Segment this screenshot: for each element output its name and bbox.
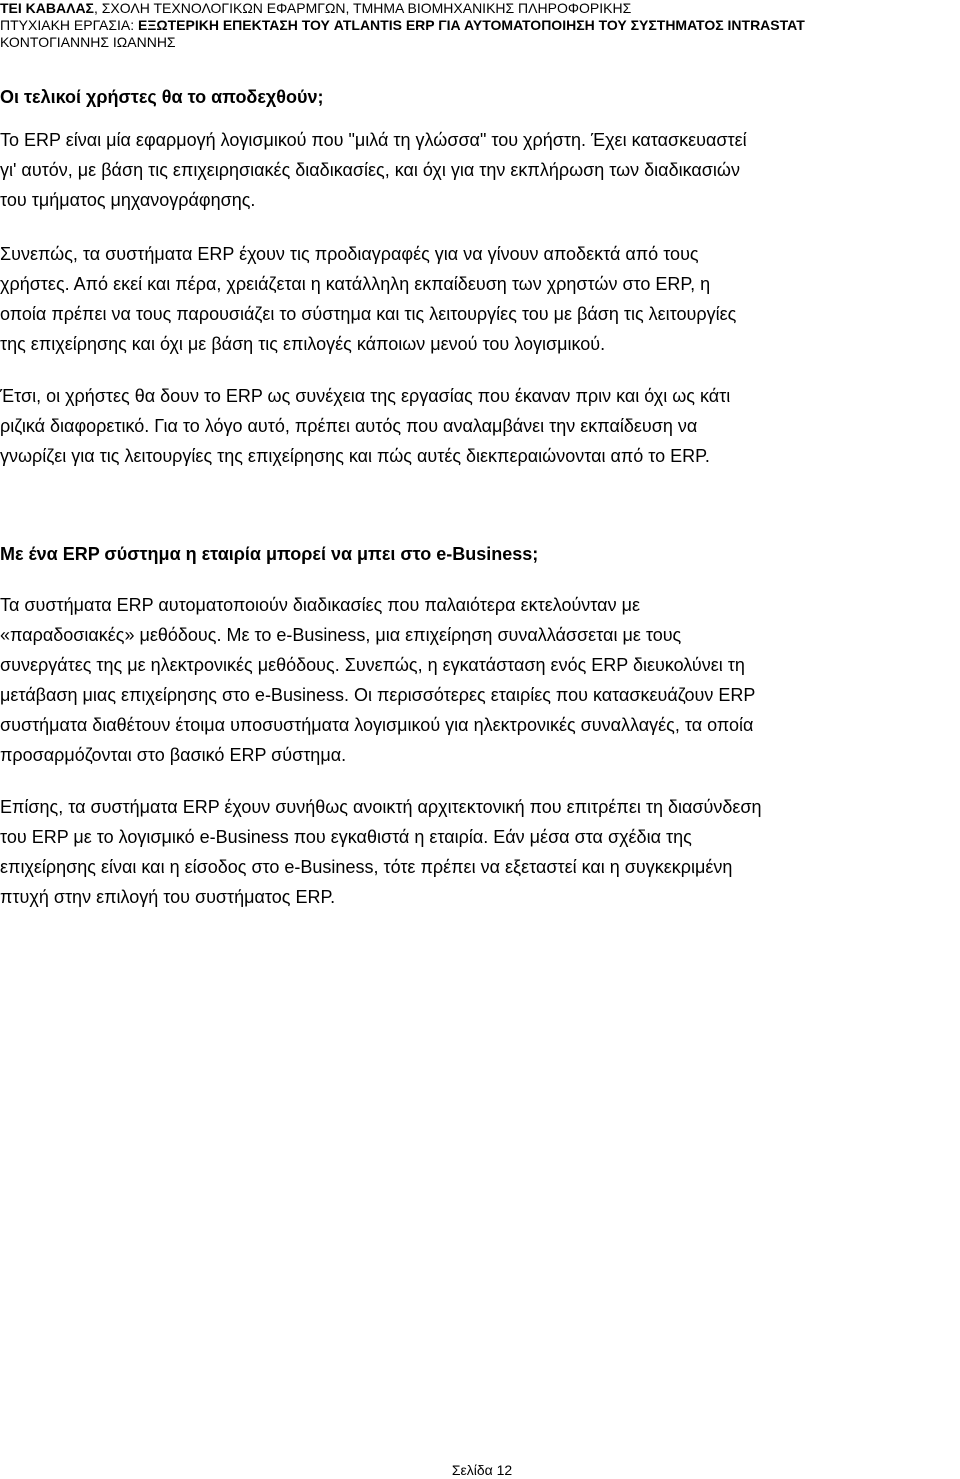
- text-line: Το ERP είναι μία εφαρμογή λογισμικού που "μιλά τη γλώσσα" του χρήστη. Έχει κατασκευαστεί: [0, 130, 747, 150]
- text-line: προσαρμόζονται στο βασικό ERP σύστημα.: [0, 745, 347, 765]
- page-footer: [0, 1462, 960, 1479]
- text-line: πτυχή στην επιλογή του συστήματος ERP.: [0, 887, 336, 907]
- text-line: της επιχείρησης και όχι με βάση τις επιλογές κάποιων μενού του λογισμικού.: [0, 334, 606, 354]
- section-heading-e-business: Με ένα ERP σύστημα η εταιρία μπορεί να μπει στο e-Business;: [0, 544, 539, 564]
- text-line: Τα συστήματα ERP αυτοματοποιούν διαδικασίες που παλαιότερα εκτελούνταν με: [0, 595, 640, 615]
- paragraph: [0, 381, 960, 471]
- text-line: γνωρίζει για τις λειτουργίες της επιχείρησης και πώς αυτές διεκπεραιώνονται από το ERP.: [0, 446, 710, 466]
- thesis-prefix: ΠΤΥΧΙΑΚΗ ΕΡΓΑΣΙΑ:: [0, 17, 139, 33]
- header-line-thesis: [0, 17, 960, 34]
- paragraph: [0, 125, 960, 215]
- text-line: συστήματα διαθέτουν έτοιμα υποσυστήματα λογισμικού για ηλεκτρονικές συναλλαγές, τα οποία: [0, 715, 754, 735]
- text-line: συνεργάτες της με ηλεκτρονικές μεθόδους. Συνεπώς, η εγκατάσταση ενός ERP διευκολύνει τη: [0, 655, 745, 675]
- text-line: χρήστες. Από εκεί και πέρα, χρειάζεται η κατάλληλη εκπαίδευση των χρηστών στο ERP, η: [0, 274, 711, 294]
- thesis-title: ΕΞΩΤΕΡΙΚΗ ΕΠΕΚΤΑΣΗ ΤΟΥ ATLANTIS ERP ΓΙΑ ΑΥΤΟΜΑΤΟΠΟΙΗΣΗ ΤΟΥ ΣΥΣΤΗΜΑΤΟΣ INTRASTAT: [138, 17, 805, 33]
- text-line: γι' αυτόν, με βάση τις επιχειρησιακές διαδικασίες, και όχι για την εκπλήρωση των διαδικασιών: [0, 160, 740, 180]
- department-name: , ΣΧΟΛΗ ΤΕΧΝΟΛΟΓΙΚΩΝ ΕΦΑΡΜΓΩΝ, ΤΜΗΜΑ ΒΙΟΜΗΧΑΝΙΚΗΣ ΠΛΗΡΟΦΟΡΙΚΗΣ: [93, 0, 632, 16]
- header-line-author: ΚΟΝΤΟΓΙΑΝΝΗΣ ΙΩΑΝΝΗΣ: [0, 34, 176, 50]
- text-line: επιχείρησης είναι και η είσοδος στο e-Business, τότε πρέπει να εξεταστεί και η συγκεκριμένη: [0, 857, 733, 877]
- text-line: «παραδοσιακές» μεθόδους. Με το e-Business, μια επιχείρηση συναλλάσσεται με τους: [0, 625, 682, 645]
- page-header: [0, 0, 960, 51]
- text-line: μετάβαση μιας επιχείρησης στο e-Business. Οι περισσότερες εταιρίες που κατασκευάζουν ERP: [0, 685, 756, 705]
- text-line: οποία πρέπει να τους παρουσιάζει το σύστημα και τις λειτουργίες του με βάση τις λειτουργίες: [0, 304, 737, 324]
- text-line: του ERP με το λογισμικό e-Business που εγκαθιστά η εταιρία. Εάν μέσα στα σχέδια της: [0, 827, 692, 847]
- text-line: του τμήματος μηχανογράφησης.: [0, 190, 256, 210]
- text-line: Έτσι, οι χρήστες θα δουν το ERP ως συνέχεια της εργασίας που έκαναν πριν και όχι ως κάτι: [0, 386, 731, 406]
- page-number: Σελίδα 12: [451, 1462, 513, 1478]
- section-heading-end-users: Οι τελικοί χρήστες θα το αποδεχθούν;: [0, 87, 324, 107]
- paragraph: [0, 792, 960, 912]
- paragraph: [0, 590, 960, 770]
- header-line-institution: [0, 0, 960, 17]
- institution-name: ΤΕΙ ΚΑΒΑΛΑΣ: [0, 0, 94, 16]
- text-line: ριζικά διαφορετικό. Για το λόγο αυτό, πρέπει αυτός που αναλαμβάνει την εκπαίδευση να: [0, 416, 698, 436]
- paragraph: [0, 239, 960, 359]
- text-line: Επίσης, τα συστήματα ERP έχουν συνήθως ανοικτή αρχιτεκτονική που επιτρέπει τη διασύνδεση: [0, 797, 762, 817]
- text-line: Συνεπώς, τα συστήματα ERP έχουν τις προδιαγραφές για να γίνουν αποδεκτά από τους: [0, 244, 699, 264]
